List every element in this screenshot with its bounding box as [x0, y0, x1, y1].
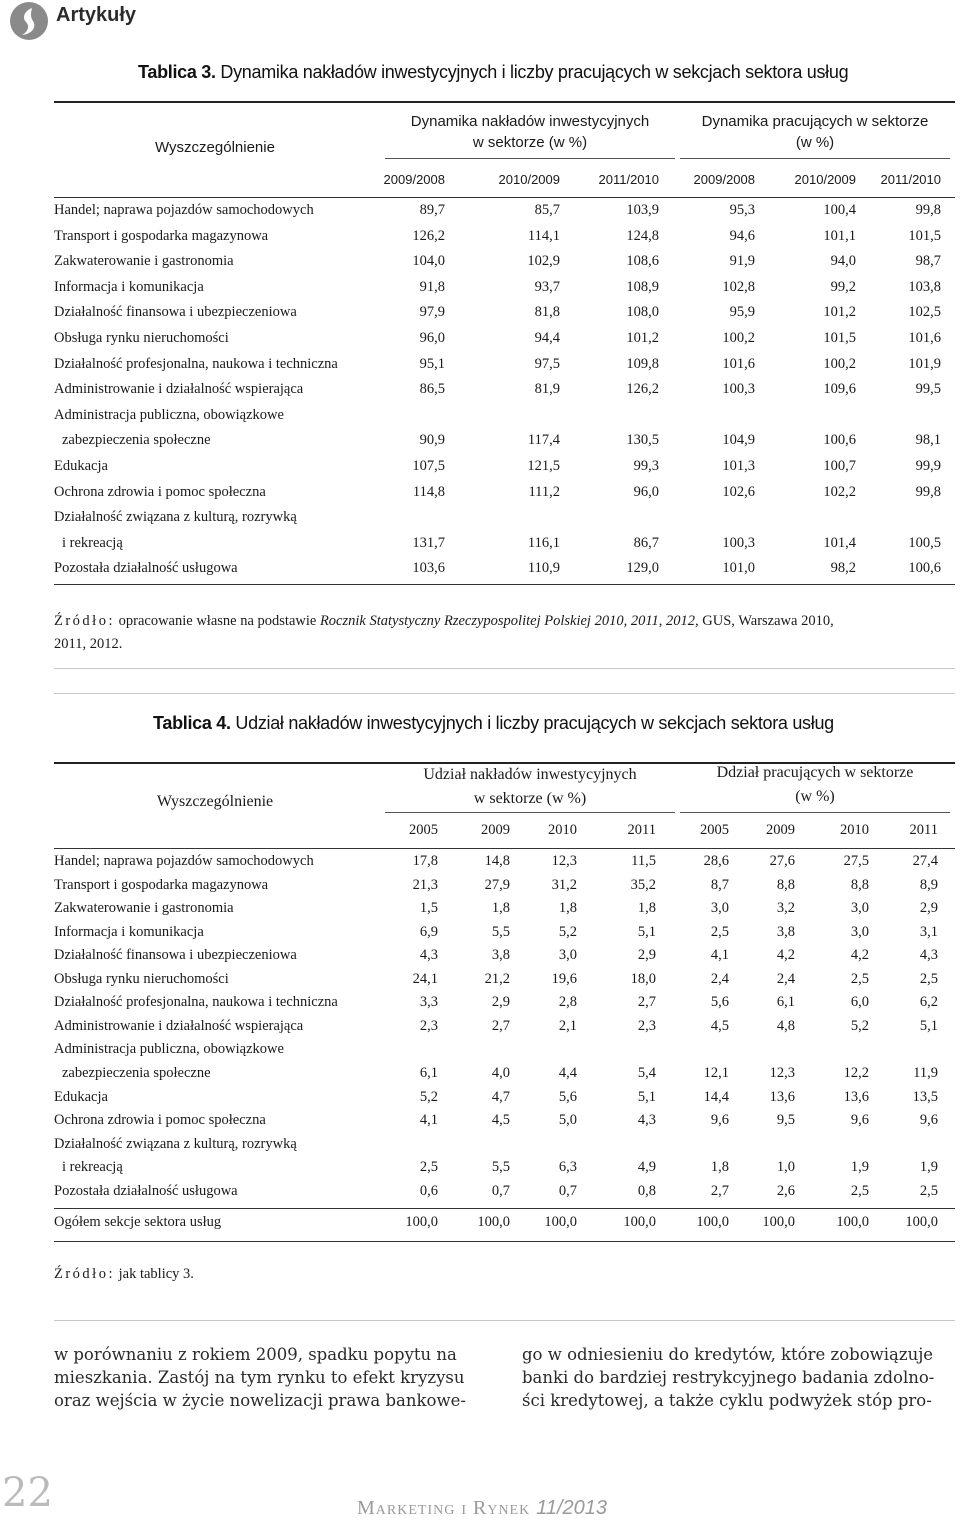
table-cell: 17,8 [412, 853, 438, 869]
row-label: Zakwaterowanie i gastronomia [54, 253, 234, 270]
table-cell: 5,2 [419, 1088, 438, 1105]
table-cell: 108,6 [626, 253, 659, 270]
table-cell: 109,8 [626, 355, 659, 372]
table-cell: 100,2 [823, 355, 856, 372]
table-cell: 2,7 [710, 1182, 729, 1199]
table-cell: 3,0 [850, 900, 869, 917]
table-cell: 4,0 [491, 1064, 510, 1081]
table-cell: 101,2 [626, 330, 659, 346]
row-label: Handel; naprawa pojazdów samochodowych [54, 853, 314, 869]
table-cell: 110,9 [527, 560, 560, 577]
table-cell: 94,4 [534, 330, 560, 346]
table-cell: 13,5 [912, 1088, 938, 1105]
table-cell: 2,9 [491, 994, 510, 1011]
table-cell: 5,6 [710, 994, 729, 1011]
section-label: Artykuły [56, 4, 137, 26]
table3-source-tail-line2: 2011, 2012. [54, 636, 123, 652]
table-cell: 0,7 [558, 1182, 577, 1199]
table-cell: 8,8 [776, 876, 795, 893]
row-label: Edukacja [54, 458, 108, 474]
table3-group1-line2: w sektorze (w %) [472, 134, 588, 151]
table-cell: 24,1 [412, 970, 438, 987]
table-cell: 27,4 [912, 853, 938, 869]
table-cell: 11,5 [631, 853, 656, 869]
body-line: oraz wejścia w życie nowelizacji prawa bankowe- [54, 1391, 466, 1410]
table-cell: 4,4 [558, 1064, 577, 1081]
row-label: Działalność związana z kulturą, rozrywką [54, 1135, 297, 1152]
table-cell: 2,7 [637, 994, 656, 1011]
table-cell: 96,0 [633, 483, 659, 500]
page-number: 22 [2, 1470, 53, 1516]
table-cell: 86,7 [633, 534, 659, 551]
separator-rule-2 [54, 693, 955, 694]
table-cell: 94,6 [729, 227, 755, 244]
table-cell: 90,9 [419, 432, 445, 449]
table-cell: 1,8 [491, 900, 510, 917]
body-text-right [522, 1343, 958, 1412]
table-cell: 2,6 [776, 1182, 795, 1199]
table-column-year: 2011 [627, 822, 656, 838]
table-cell: 4,1 [710, 947, 729, 964]
separator-rule-1 [54, 668, 955, 669]
table-cell: 101,6 [908, 330, 941, 346]
row-label: Zakwaterowanie i gastronomia [54, 900, 234, 917]
table-cell: 4,1 [419, 1112, 438, 1129]
row-label: Obsługa rynku nieruchomości [54, 330, 229, 346]
table-cell: 3,8 [491, 947, 510, 964]
table-cell: 2,3 [637, 1017, 656, 1034]
table-cell: 94,0 [830, 253, 856, 270]
table3-header-rule [54, 197, 955, 198]
table-cell: 1,8 [710, 1159, 729, 1176]
table-cell: 14,8 [484, 853, 510, 869]
table-cell: 117,4 [527, 432, 560, 449]
table4-group1-line1: Udział nakładów inwestycyjnych [423, 766, 637, 783]
table-cell: 1,8 [558, 900, 577, 917]
table-cell: 102,8 [722, 278, 755, 295]
table-cell: 0,6 [419, 1182, 438, 1199]
table-cell: 28,6 [703, 853, 729, 869]
row-label: Transport i gospodarka magazynowa [54, 876, 269, 893]
table-cell: 5,4 [637, 1064, 656, 1081]
table-cell: 9,6 [710, 1112, 729, 1129]
section-logo-icon [10, 2, 48, 40]
table-cell: 126,2 [626, 381, 659, 398]
table-cell: 2,5 [850, 1182, 869, 1199]
table-column-year: 2011/2010 [598, 172, 659, 187]
table-cell: 129,0 [626, 560, 659, 577]
table-cell: 6,2 [919, 994, 938, 1011]
table3-group1-rule [385, 158, 675, 159]
table3-caption [138, 62, 848, 83]
table-cell: 102,6 [722, 483, 755, 500]
total-cell: 100,0 [762, 1214, 795, 1230]
table-cell: 1,8 [637, 900, 656, 917]
table-cell: 3,0 [710, 900, 729, 917]
table-cell: 3,0 [558, 947, 577, 964]
table-cell: 101,0 [722, 560, 755, 577]
table3-source-title: Rocznik Statystyczny Rzeczypospolitej Polskiej 2010, 2011, 2012 [319, 613, 695, 629]
table-cell: 100,6 [908, 560, 941, 577]
row-label: Ochrona zdrowia i pomoc społeczna [54, 483, 266, 500]
table4-group1-line2: w sektorze (w %) [473, 790, 587, 807]
table-cell: 21,3 [412, 876, 438, 893]
table-cell: 100,4 [823, 202, 856, 218]
table-cell: 27,6 [769, 853, 795, 869]
table3-stub-header: Wyszczególnienie [155, 139, 275, 156]
table-cell: 2,5 [419, 1159, 438, 1176]
table-cell: 101,5 [908, 227, 941, 244]
table3-top-rule [54, 101, 955, 103]
table-cell: 5,5 [491, 923, 510, 940]
table-cell: 99,3 [633, 458, 659, 474]
table-cell: 109,6 [823, 381, 856, 398]
row-label: zabezpieczenia społeczne [62, 432, 211, 449]
table-cell: 86,5 [419, 381, 445, 398]
table-cell: 5,1 [637, 923, 656, 940]
table-cell: 4,5 [710, 1017, 729, 1034]
table-cell: 131,7 [412, 534, 445, 551]
table-cell: 101,9 [908, 355, 941, 372]
table-cell: 3,8 [776, 923, 795, 940]
table-cell: 98,7 [915, 253, 941, 270]
table-cell: 99,5 [915, 381, 941, 398]
table-cell: 101,5 [823, 330, 856, 346]
table4-caption [153, 713, 834, 734]
table-cell: 121,5 [527, 458, 560, 474]
table-cell: 4,5 [491, 1112, 510, 1129]
table-cell: 2,4 [776, 970, 795, 987]
table-cell: 95,3 [729, 202, 755, 218]
table-cell: 11,9 [913, 1064, 938, 1081]
table-cell: 100,6 [823, 432, 856, 449]
row-label: Informacja i komunikacja [54, 923, 204, 940]
table3-label: Tablica 3. [138, 62, 216, 82]
table-cell: 3,2 [776, 900, 795, 917]
journal-name: Marketing i Rynek [357, 1497, 531, 1519]
table-column-year: 2009 [766, 822, 795, 838]
table3-source-tail-line1: , GUS, Warszawa 2010, [695, 613, 834, 629]
row-label: Obsługa rynku nieruchomości [54, 970, 229, 987]
table-cell: 2,9 [637, 947, 656, 964]
table-cell: 104,0 [412, 253, 445, 270]
table3-group2-line1: Dynamika pracujących w sektorze [701, 113, 929, 130]
table-cell: 99,8 [915, 202, 941, 218]
table-cell: 114,1 [527, 227, 560, 244]
table-cell: 130,5 [626, 432, 659, 449]
table-cell: 2,4 [710, 970, 729, 987]
table-cell: 98,1 [915, 432, 941, 449]
table4-total-rule [54, 1208, 955, 1209]
table-cell: 4,7 [491, 1088, 510, 1105]
table-cell: 100,7 [823, 458, 856, 474]
table-cell: 21,2 [484, 970, 510, 987]
total-cell: 100,0 [477, 1214, 510, 1230]
table-column-year: 2009/2008 [693, 172, 755, 187]
table-cell: 124,8 [626, 227, 659, 244]
total-row-label: Ogółem sekcje sektora usług [54, 1214, 222, 1230]
journal-footer [357, 1497, 607, 1520]
row-label: Administrowanie i działalność wspierająca [54, 381, 304, 398]
table-cell: 5,2 [850, 1017, 869, 1034]
table-cell: 4,3 [919, 947, 938, 964]
separator-rule-3 [54, 1320, 955, 1321]
table-cell: 5,2 [558, 923, 577, 940]
table4-bottom-rule [54, 1241, 955, 1242]
body-line: ści kredytowej, a także cyklu podwyżek stóp pro- [522, 1391, 932, 1410]
table-cell: 1,9 [850, 1159, 869, 1176]
table-cell: 4,9 [637, 1159, 656, 1176]
body-line: go w odniesieniu do kredytów, które zobowiązuje [522, 1345, 934, 1364]
table-cell: 101,2 [823, 304, 856, 321]
table-cell: 4,2 [850, 947, 869, 964]
row-label: Działalność finansowa i ubezpieczeniowa [54, 947, 297, 964]
table-cell: 99,2 [830, 278, 856, 295]
table-cell: 35,2 [630, 876, 656, 893]
table4-source-label: Źródło: [54, 1266, 115, 1282]
table-cell: 101,3 [722, 458, 755, 474]
table-cell: 89,7 [419, 202, 445, 218]
table-column-year: 2010 [548, 822, 577, 838]
table4-header-rule [54, 848, 955, 849]
table4-source-text: jak tablicy 3. [118, 1266, 194, 1282]
table-column-year: 2009 [481, 822, 510, 838]
table-column-year: 2011 [909, 822, 938, 838]
table-cell: 103,6 [412, 560, 445, 577]
table-cell: 3,1 [919, 923, 938, 940]
table3-group1-line1: Dynamika nakładów inwestycyjnych [410, 113, 650, 130]
table-cell: 8,8 [850, 876, 869, 893]
table-cell: 14,4 [703, 1088, 729, 1105]
table-cell: 2,5 [919, 1182, 938, 1199]
table-cell: 97,9 [419, 304, 445, 321]
table-cell: 4,3 [637, 1112, 656, 1129]
table4-group2-line2: (w %) [795, 788, 835, 805]
row-label: zabezpieczenia społeczne [62, 1064, 211, 1081]
table-cell: 5,5 [491, 1159, 510, 1176]
table-cell: 103,9 [626, 202, 659, 218]
table-cell: 6,0 [850, 994, 869, 1011]
table-cell: 99,8 [915, 483, 941, 500]
table-cell: 95,1 [419, 355, 445, 372]
row-label: Administracja publiczna, obowiązkowe [54, 406, 284, 423]
total-cell: 100,0 [696, 1214, 729, 1230]
table-cell: 27,5 [843, 853, 869, 869]
table4-label: Tablica 4. [153, 713, 231, 733]
table-cell: 101,6 [722, 355, 755, 372]
row-label: i rekreacją [62, 534, 123, 551]
table-cell: 0,7 [491, 1182, 510, 1199]
table-cell: 12,3 [551, 853, 577, 869]
table-cell: 2,1 [558, 1017, 577, 1034]
total-cell: 100,0 [623, 1214, 656, 1230]
table-cell: 2,5 [710, 923, 729, 940]
journal-issue: 11/2013 [536, 1497, 608, 1519]
table-cell: 13,6 [769, 1088, 795, 1105]
table-cell: 102,9 [527, 253, 560, 270]
table-cell: 104,9 [722, 432, 755, 449]
table-cell: 93,7 [534, 278, 560, 295]
table-cell: 18,0 [630, 970, 656, 987]
table-cell: 8,7 [710, 876, 729, 893]
table-cell: 2,5 [850, 970, 869, 987]
table-cell: 107,5 [412, 458, 445, 474]
row-label: Ochrona zdrowia i pomoc społeczna [54, 1112, 266, 1129]
table-cell: 4,8 [776, 1017, 795, 1034]
table-cell: 4,3 [419, 947, 438, 964]
table-cell: 3,3 [419, 994, 438, 1011]
table-cell: 1,5 [419, 900, 438, 917]
table-cell: 9,5 [776, 1112, 795, 1129]
table-cell: 96,0 [419, 330, 445, 346]
table-cell: 4,2 [776, 947, 795, 964]
table-cell: 1,0 [776, 1159, 795, 1176]
table-cell: 13,6 [843, 1088, 869, 1105]
table-column-year: 2009/2008 [383, 172, 445, 187]
table-cell: 100,2 [722, 330, 755, 346]
table-cell: 91,9 [729, 253, 755, 270]
table-cell: 12,1 [703, 1064, 729, 1081]
row-label: Edukacja [54, 1088, 108, 1105]
row-label: Transport i gospodarka magazynowa [54, 227, 269, 244]
table-cell: 0,8 [637, 1182, 656, 1199]
table3-source [54, 610, 958, 656]
table-cell: 108,9 [626, 278, 659, 295]
table-cell: 95,9 [729, 304, 755, 321]
table-cell: 103,8 [908, 278, 941, 295]
row-label: i rekreacją [62, 1159, 123, 1176]
table-cell: 3,0 [850, 923, 869, 940]
table-cell: 5,0 [558, 1112, 577, 1129]
table-cell: 102,2 [823, 483, 856, 500]
row-label: Działalność związana z kulturą, rozrywką [54, 509, 297, 526]
table-cell: 100,3 [722, 534, 755, 551]
row-label: Pozostała działalność usługowa [54, 560, 238, 577]
total-cell: 100,0 [544, 1214, 577, 1230]
table-cell: 114,8 [412, 483, 445, 500]
table-cell: 12,3 [769, 1064, 795, 1081]
table-cell: 101,4 [823, 534, 856, 551]
table-cell: 6,1 [419, 1064, 438, 1081]
table-cell: 2,5 [919, 970, 938, 987]
row-label: Informacja i komunikacja [54, 278, 204, 295]
table-cell: 2,9 [919, 900, 938, 917]
body-text-left [54, 1343, 494, 1412]
body-line: banki do bardziej restrykcyjnego badania zdolno- [522, 1368, 935, 1387]
table3-group2-line2: (w %) [795, 134, 835, 151]
table-cell: 5,1 [919, 1017, 938, 1034]
table-cell: 5,6 [558, 1088, 577, 1105]
table4-source [54, 1263, 194, 1286]
table-cell: 102,5 [908, 304, 941, 321]
table-cell: 98,2 [830, 560, 856, 577]
table-cell: 101,1 [823, 227, 856, 244]
table-cell: 31,2 [551, 876, 577, 893]
table-cell: 6,9 [419, 923, 438, 940]
table-cell: 81,9 [534, 381, 560, 398]
row-label: Pozostała działalność usługowa [54, 1182, 238, 1199]
table-cell: 27,9 [484, 876, 510, 893]
table3-source-label: Źródło: [54, 613, 115, 629]
table4-group1-rule [385, 812, 675, 813]
table-column-year: 2010/2009 [794, 172, 856, 187]
table-cell: 6,1 [776, 994, 795, 1011]
table-cell: 1,9 [919, 1159, 938, 1176]
table-cell: 2,7 [491, 1017, 510, 1034]
total-cell: 100,0 [905, 1214, 938, 1230]
row-label: Działalność profesjonalna, naukowa i techniczna [54, 355, 338, 372]
table-cell: 126,2 [412, 227, 445, 244]
table-cell: 85,7 [534, 202, 560, 218]
table-column-year: 2010 [840, 822, 869, 838]
table-cell: 19,6 [551, 970, 577, 987]
table-cell: 99,9 [915, 458, 941, 474]
table-column-year: 2010/2009 [498, 172, 560, 187]
table3-group2-rule [680, 158, 950, 159]
table4-title: Udział nakładów inwestycyjnych i liczby pracujących w sekcjach sektora usług [235, 713, 834, 733]
table-cell: 5,1 [637, 1088, 656, 1105]
table-cell: 2,3 [419, 1017, 438, 1034]
table-cell: 97,5 [534, 355, 560, 372]
total-cell: 100,0 [836, 1214, 869, 1230]
table-cell: 9,6 [919, 1112, 938, 1129]
table-cell: 116,1 [527, 534, 560, 551]
table-cell: 9,6 [850, 1112, 869, 1129]
body-line: mieszkania. Zastój na tym rynku to efekt kryzysu [54, 1368, 465, 1387]
table-column-year: 2005 [409, 822, 438, 838]
table3-title: Dynamika nakładów inwestycyjnych i liczby pracujących w sekcjach sektora usług [220, 62, 849, 82]
table-cell: 91,8 [419, 278, 445, 295]
table-cell: 6,3 [558, 1159, 577, 1176]
row-label: Administrowanie i działalność wspierająca [54, 1017, 304, 1034]
row-label: Handel; naprawa pojazdów samochodowych [54, 202, 314, 218]
table3-bottom-rule [54, 584, 955, 585]
table4-stub-header: Wyszczególnienie [156, 793, 274, 810]
table-cell: 81,8 [534, 304, 560, 321]
table-cell: 111,2 [528, 483, 560, 500]
row-label: Administracja publiczna, obowiązkowe [54, 1041, 284, 1058]
table-cell: 100,3 [722, 381, 755, 398]
table4-group2-line1: Ddział pracujących w sektorze [716, 764, 914, 781]
row-label: Działalność finansowa i ubezpieczeniowa [54, 304, 297, 321]
table-cell: 12,2 [843, 1064, 869, 1081]
table-cell: 2,8 [558, 994, 577, 1011]
table-cell: 100,5 [908, 534, 941, 551]
table-cell: 8,9 [919, 876, 938, 893]
body-line: w porównaniu z rokiem 2009, spadku popytu na [54, 1345, 457, 1364]
table-column-year: 2011/2010 [880, 172, 941, 187]
row-label: Działalność profesjonalna, naukowa i techniczna [54, 994, 338, 1011]
table-column-year: 2005 [700, 822, 729, 838]
table3-source-text: opracowanie własne na podstawie [118, 613, 317, 629]
table-cell: 108,0 [626, 304, 659, 321]
table4-group2-rule [680, 812, 950, 813]
total-cell: 100,0 [405, 1214, 438, 1230]
